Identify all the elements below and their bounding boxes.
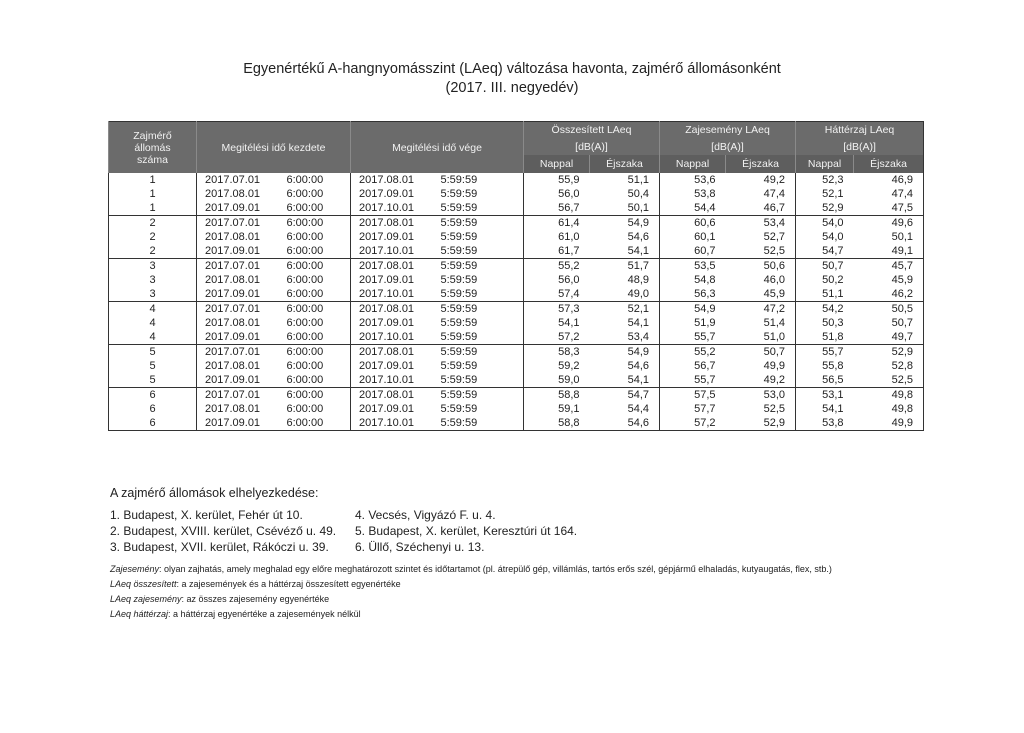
start-time-cell: 6:00:00 xyxy=(286,274,324,286)
table-row xyxy=(109,187,924,201)
event-night-cell: 49,2 xyxy=(763,174,786,186)
start-date-cell: 2017.07.01 xyxy=(197,173,284,187)
end-date-cell: 2017.09.01 xyxy=(351,187,438,201)
background-day-cell: 50,3 xyxy=(796,316,854,330)
total-night-cell: 51,1 xyxy=(627,174,650,186)
event-night-cell: 46,0 xyxy=(763,274,786,286)
station-cell: 4 xyxy=(109,302,197,317)
total-night-cell: 54,1 xyxy=(590,373,660,388)
background-day-cell: 53,1 xyxy=(796,388,854,403)
location-item: 3. Budapest, XVII. kerület, Rákóczi u. 39. xyxy=(110,540,329,554)
end-date-cell: 2017.10.01 xyxy=(351,244,438,259)
station-cell: 3 xyxy=(109,273,197,287)
table-row xyxy=(109,173,924,187)
title-line-1: Egyenértékű A-hangnyomásszint (LAeq) változása havonta, zajmérő állomásonként xyxy=(243,61,781,77)
event-day-cell: 54,9 xyxy=(660,302,726,317)
event-day-cell: 55,7 xyxy=(660,330,726,345)
event-night-cell: 52,5 xyxy=(763,403,786,415)
header-station: Zajmérő állomás száma xyxy=(109,122,197,174)
table-row xyxy=(109,230,924,244)
background-day-cell: 54,7 xyxy=(796,244,854,259)
event-night-cell: 46,7 xyxy=(726,201,796,216)
event-night-cell: 50,7 xyxy=(763,346,786,358)
start-time-cell: 6:00:00 xyxy=(286,231,324,243)
end-time-cell: 5:59:59 xyxy=(440,317,478,329)
background-day-cell: 50,7 xyxy=(796,259,854,274)
event-night-cell: 53,4 xyxy=(763,217,786,229)
start-time-cell: 6:00:00 xyxy=(284,373,351,388)
station-cell: 3 xyxy=(109,259,197,274)
table-row xyxy=(109,244,924,259)
end-date-cell: 2017.09.01 xyxy=(351,359,438,373)
locations-right-column xyxy=(355,507,577,555)
station-cell: 1 xyxy=(109,201,197,216)
start-date-cell: 2017.07.01 xyxy=(197,216,284,231)
end-time-cell: 5:59:59 xyxy=(438,201,524,216)
total-night-cell: 54,6 xyxy=(590,416,660,431)
start-date-cell: 2017.07.01 xyxy=(197,388,284,403)
start-time-cell: 6:00:00 xyxy=(284,201,351,216)
header-event-night: Éjszaka xyxy=(726,155,796,173)
end-date-cell: 2017.10.01 xyxy=(351,416,438,431)
start-date-cell: 2017.09.01 xyxy=(197,416,284,431)
event-night-cell: 49,2 xyxy=(726,373,796,388)
header-event: Zajesemény LAeq xyxy=(660,122,796,139)
total-day-cell: 56,7 xyxy=(524,201,590,216)
table-row xyxy=(109,402,924,416)
end-time-cell: 5:59:59 xyxy=(440,346,478,358)
table-row xyxy=(109,359,924,373)
total-day-cell: 57,3 xyxy=(524,302,590,317)
table-row xyxy=(109,373,924,388)
table-row xyxy=(109,345,924,360)
background-night-cell: 47,5 xyxy=(854,201,924,216)
background-day-cell: 52,9 xyxy=(796,201,854,216)
header-background-day: Nappal xyxy=(796,155,854,173)
header-total: Összesített LAeq xyxy=(524,122,660,139)
total-day-cell: 61,7 xyxy=(524,244,590,259)
end-time-cell: 5:59:59 xyxy=(438,373,524,388)
total-night-cell: 54,6 xyxy=(627,231,650,243)
end-time-cell: 5:59:59 xyxy=(440,303,478,315)
event-day-cell: 57,2 xyxy=(660,416,726,431)
definitions-notes xyxy=(110,562,832,622)
start-date-cell: 2017.09.01 xyxy=(197,201,284,216)
end-date-cell: 2017.10.01 xyxy=(351,330,438,345)
table-row xyxy=(109,302,924,317)
total-day-cell: 58,8 xyxy=(524,388,590,403)
note-line: Zajesemény: olyan zajhatás, amely meghalad egy előre meghatározott szintet és időtartamot (pl. átrepülő gép, villámlás, tartós erős szél, gépjármű elhaladás, kutyaugatás, flex, stb.) xyxy=(110,564,832,574)
background-day-cell: 54,0 xyxy=(796,230,854,244)
end-time-cell: 5:59:59 xyxy=(438,287,524,302)
total-day-cell: 59,1 xyxy=(524,402,590,416)
event-day-cell: 54,4 xyxy=(660,201,726,216)
total-night-cell: 52,1 xyxy=(627,303,650,315)
start-time-cell: 6:00:00 xyxy=(286,188,324,200)
total-day-cell: 56,0 xyxy=(524,187,590,201)
event-day-cell: 57,5 xyxy=(660,388,726,403)
table-row xyxy=(109,287,924,302)
table-row xyxy=(109,273,924,287)
note-line: LAeq háttérzaj: a háttérzaj egyenértéke a zajesemények nélkül xyxy=(110,609,361,619)
station-cell: 1 xyxy=(109,173,197,187)
total-night-cell: 54,1 xyxy=(590,244,660,259)
background-day-cell: 51,8 xyxy=(796,330,854,345)
event-day-cell: 51,9 xyxy=(660,316,726,330)
start-date-cell: 2017.09.01 xyxy=(197,373,284,388)
event-night-cell: 52,5 xyxy=(726,244,796,259)
end-time-cell: 5:59:59 xyxy=(440,389,478,401)
event-night-cell: 52,7 xyxy=(763,231,786,243)
event-day-cell: 53,8 xyxy=(660,187,726,201)
background-day-cell: 51,1 xyxy=(796,287,854,302)
header-background: Háttérzaj LAeq xyxy=(796,122,924,139)
event-night-cell: 51,0 xyxy=(726,330,796,345)
title-line-2: (2017. III. negyedév) xyxy=(445,80,579,96)
header-total-night: Éjszaka xyxy=(590,155,660,173)
event-day-cell: 60,7 xyxy=(660,244,726,259)
total-night-cell: 53,4 xyxy=(590,330,660,345)
background-day-cell: 50,2 xyxy=(796,273,854,287)
start-date-cell: 2017.08.01 xyxy=(197,187,284,201)
background-day-cell: 56,5 xyxy=(796,373,854,388)
total-night-cell: 54,9 xyxy=(627,346,650,358)
background-night-cell: 49,1 xyxy=(854,244,924,259)
background-night-cell: 46,2 xyxy=(854,287,924,302)
end-date-cell: 2017.08.01 xyxy=(351,302,438,317)
background-night-cell: 49,9 xyxy=(854,416,924,431)
event-day-cell: 57,7 xyxy=(660,402,726,416)
end-date-cell: 2017.08.01 xyxy=(351,173,438,187)
station-cell: 2 xyxy=(109,216,197,231)
start-date-cell: 2017.09.01 xyxy=(197,244,284,259)
event-day-cell: 60,1 xyxy=(660,230,726,244)
total-day-cell: 58,3 xyxy=(524,345,590,360)
start-date-cell: 2017.07.01 xyxy=(197,259,284,274)
background-day-cell: 53,8 xyxy=(796,416,854,431)
header-total-day: Nappal xyxy=(524,155,590,173)
background-night-cell: 49,8 xyxy=(854,388,924,403)
start-time-cell: 6:00:00 xyxy=(286,389,324,401)
total-day-cell: 61,4 xyxy=(524,216,590,231)
end-date-cell: 2017.08.01 xyxy=(351,259,438,274)
note-line: LAeq zajesemény: az összes zajesemény egyenértéke xyxy=(110,594,330,604)
background-day-cell: 52,3 xyxy=(796,173,854,187)
start-time-cell: 6:00:00 xyxy=(286,403,324,415)
table-row xyxy=(109,330,924,345)
location-item: 5. Budapest, X. kerület, Keresztúri út 164. xyxy=(355,524,578,538)
start-time-cell: 6:00:00 xyxy=(286,217,324,229)
station-cell: 1 xyxy=(109,187,197,201)
start-date-cell: 2017.09.01 xyxy=(197,330,284,345)
location-item: 4. Vecsés, Vigyázó F. u. 4. xyxy=(355,508,496,522)
end-date-cell: 2017.09.01 xyxy=(351,316,438,330)
event-night-cell: 47,2 xyxy=(763,303,786,315)
end-time-cell: 5:59:59 xyxy=(440,231,478,243)
start-time-cell: 6:00:00 xyxy=(286,260,324,272)
background-night-cell: 52,9 xyxy=(854,345,924,360)
locations-heading: A zajmérő állomások elhelyezkedése: xyxy=(110,486,319,500)
table-row xyxy=(109,216,924,231)
end-time-cell: 5:59:59 xyxy=(440,360,478,372)
event-night-cell: 52,9 xyxy=(726,416,796,431)
start-time-cell: 6:00:00 xyxy=(284,287,351,302)
background-night-cell: 49,8 xyxy=(854,402,924,416)
event-day-cell: 56,3 xyxy=(660,287,726,302)
event-night-cell: 49,9 xyxy=(763,360,786,372)
background-night-cell: 52,8 xyxy=(854,359,924,373)
end-time-cell: 5:59:59 xyxy=(440,217,478,229)
background-night-cell: 45,9 xyxy=(854,273,924,287)
event-day-cell: 55,2 xyxy=(660,345,726,360)
end-time-cell: 5:59:59 xyxy=(440,174,478,186)
total-day-cell: 58,8 xyxy=(524,416,590,431)
background-day-cell: 55,7 xyxy=(796,345,854,360)
end-date-cell: 2017.10.01 xyxy=(351,287,438,302)
end-time-cell: 5:59:59 xyxy=(438,416,524,431)
background-day-cell: 54,0 xyxy=(796,216,854,231)
end-date-cell: 2017.08.01 xyxy=(351,388,438,403)
background-day-cell: 54,2 xyxy=(796,302,854,317)
start-time-cell: 6:00:00 xyxy=(284,244,351,259)
background-night-cell: 50,7 xyxy=(854,316,924,330)
total-night-cell: 51,7 xyxy=(627,260,650,272)
total-night-cell: 48,9 xyxy=(627,274,650,286)
start-date-cell: 2017.08.01 xyxy=(197,273,284,287)
end-date-cell: 2017.09.01 xyxy=(351,273,438,287)
total-night-cell: 54,7 xyxy=(627,389,650,401)
header-event-day: Nappal xyxy=(660,155,726,173)
location-item: 2. Budapest, XVIII. kerület, Csévéző u. 49. xyxy=(110,524,337,538)
end-time-cell: 5:59:59 xyxy=(438,244,524,259)
event-night-cell: 47,4 xyxy=(763,188,786,200)
total-night-cell: 54,9 xyxy=(627,217,650,229)
total-day-cell: 57,2 xyxy=(524,330,590,345)
table-body xyxy=(109,173,924,431)
background-night-cell: 47,4 xyxy=(854,187,924,201)
background-night-cell: 50,5 xyxy=(854,302,924,317)
start-time-cell: 6:00:00 xyxy=(286,346,324,358)
background-day-cell: 54,1 xyxy=(796,402,854,416)
header-event-unit: [dB(A)] xyxy=(660,138,796,155)
station-cell: 5 xyxy=(109,359,197,373)
background-day-cell: 55,8 xyxy=(796,359,854,373)
end-date-cell: 2017.10.01 xyxy=(351,201,438,216)
end-time-cell: 5:59:59 xyxy=(440,260,478,272)
event-day-cell: 53,5 xyxy=(660,259,726,274)
end-date-cell: 2017.10.01 xyxy=(351,373,438,388)
background-day-cell: 52,1 xyxy=(796,187,854,201)
total-day-cell: 54,1 xyxy=(524,316,590,330)
end-time-cell: 5:59:59 xyxy=(440,274,478,286)
station-cell: 2 xyxy=(109,244,197,259)
event-day-cell: 54,8 xyxy=(660,273,726,287)
total-night-cell: 54,4 xyxy=(627,403,650,415)
background-night-cell: 50,1 xyxy=(854,230,924,244)
end-date-cell: 2017.08.01 xyxy=(351,216,438,231)
start-time-cell: 6:00:00 xyxy=(284,330,351,345)
start-date-cell: 2017.08.01 xyxy=(197,359,284,373)
end-time-cell: 5:59:59 xyxy=(440,403,478,415)
background-night-cell: 52,5 xyxy=(854,373,924,388)
total-day-cell: 57,4 xyxy=(524,287,590,302)
header-total-unit: [dB(A)] xyxy=(524,138,660,155)
noise-data-table xyxy=(108,121,924,431)
end-date-cell: 2017.08.01 xyxy=(351,345,438,360)
start-time-cell: 6:00:00 xyxy=(286,317,324,329)
event-night-cell: 51,4 xyxy=(763,317,786,329)
total-night-cell: 54,1 xyxy=(627,317,650,329)
note-line: LAeq összesített: a zajesemények és a háttérzaj összesített egyenértéke xyxy=(110,579,401,589)
header-background-unit: [dB(A)] xyxy=(796,138,924,155)
header-start: Megitélési idő kezdete xyxy=(197,122,351,174)
location-item: 1. Budapest, X. kerület, Fehér út 10. xyxy=(110,508,303,522)
total-day-cell: 59,0 xyxy=(524,373,590,388)
end-date-cell: 2017.09.01 xyxy=(351,402,438,416)
table-row xyxy=(109,316,924,330)
start-date-cell: 2017.08.01 xyxy=(197,402,284,416)
event-night-cell: 45,9 xyxy=(726,287,796,302)
station-cell: 5 xyxy=(109,373,197,388)
total-day-cell: 55,2 xyxy=(524,259,590,274)
total-night-cell: 54,6 xyxy=(627,360,650,372)
total-night-cell: 50,4 xyxy=(627,188,650,200)
total-day-cell: 61,0 xyxy=(524,230,590,244)
start-time-cell: 6:00:00 xyxy=(284,416,351,431)
event-day-cell: 60,6 xyxy=(660,216,726,231)
start-date-cell: 2017.09.01 xyxy=(197,287,284,302)
end-date-cell: 2017.09.01 xyxy=(351,230,438,244)
start-time-cell: 6:00:00 xyxy=(286,174,324,186)
event-day-cell: 55,7 xyxy=(660,373,726,388)
end-time-cell: 5:59:59 xyxy=(438,330,524,345)
table-row xyxy=(109,388,924,403)
background-night-cell: 45,7 xyxy=(854,259,924,274)
locations-left-column xyxy=(110,507,336,555)
station-cell: 6 xyxy=(109,388,197,403)
background-night-cell: 49,7 xyxy=(854,330,924,345)
location-item: 6. Üllő, Széchenyi u. 13. xyxy=(355,540,485,554)
event-night-cell: 53,0 xyxy=(763,389,786,401)
start-time-cell: 6:00:00 xyxy=(286,303,324,315)
header-background-night: Éjszaka xyxy=(854,155,924,173)
start-date-cell: 2017.08.01 xyxy=(197,230,284,244)
table-row xyxy=(109,201,924,216)
station-cell: 3 xyxy=(109,287,197,302)
station-cell: 2 xyxy=(109,230,197,244)
total-night-cell: 50,1 xyxy=(590,201,660,216)
station-cell: 6 xyxy=(109,416,197,431)
start-date-cell: 2017.08.01 xyxy=(197,316,284,330)
total-day-cell: 56,0 xyxy=(524,273,590,287)
event-day-cell: 53,6 xyxy=(660,173,726,187)
background-night-cell: 46,9 xyxy=(854,173,924,187)
station-cell: 4 xyxy=(109,330,197,345)
table-row xyxy=(109,259,924,274)
start-date-cell: 2017.07.01 xyxy=(197,302,284,317)
background-night-cell: 49,6 xyxy=(854,216,924,231)
start-date-cell: 2017.07.01 xyxy=(197,345,284,360)
event-day-cell: 56,7 xyxy=(660,359,726,373)
total-day-cell: 55,9 xyxy=(524,173,590,187)
total-night-cell: 49,0 xyxy=(590,287,660,302)
event-night-cell: 50,6 xyxy=(763,260,786,272)
station-cell: 6 xyxy=(109,402,197,416)
document-title xyxy=(0,60,1024,98)
header-end: Megitélési idő vége xyxy=(351,122,524,174)
total-day-cell: 59,2 xyxy=(524,359,590,373)
start-time-cell: 6:00:00 xyxy=(286,360,324,372)
end-time-cell: 5:59:59 xyxy=(440,188,478,200)
station-cell: 4 xyxy=(109,316,197,330)
table-row xyxy=(109,416,924,431)
station-cell: 5 xyxy=(109,345,197,360)
